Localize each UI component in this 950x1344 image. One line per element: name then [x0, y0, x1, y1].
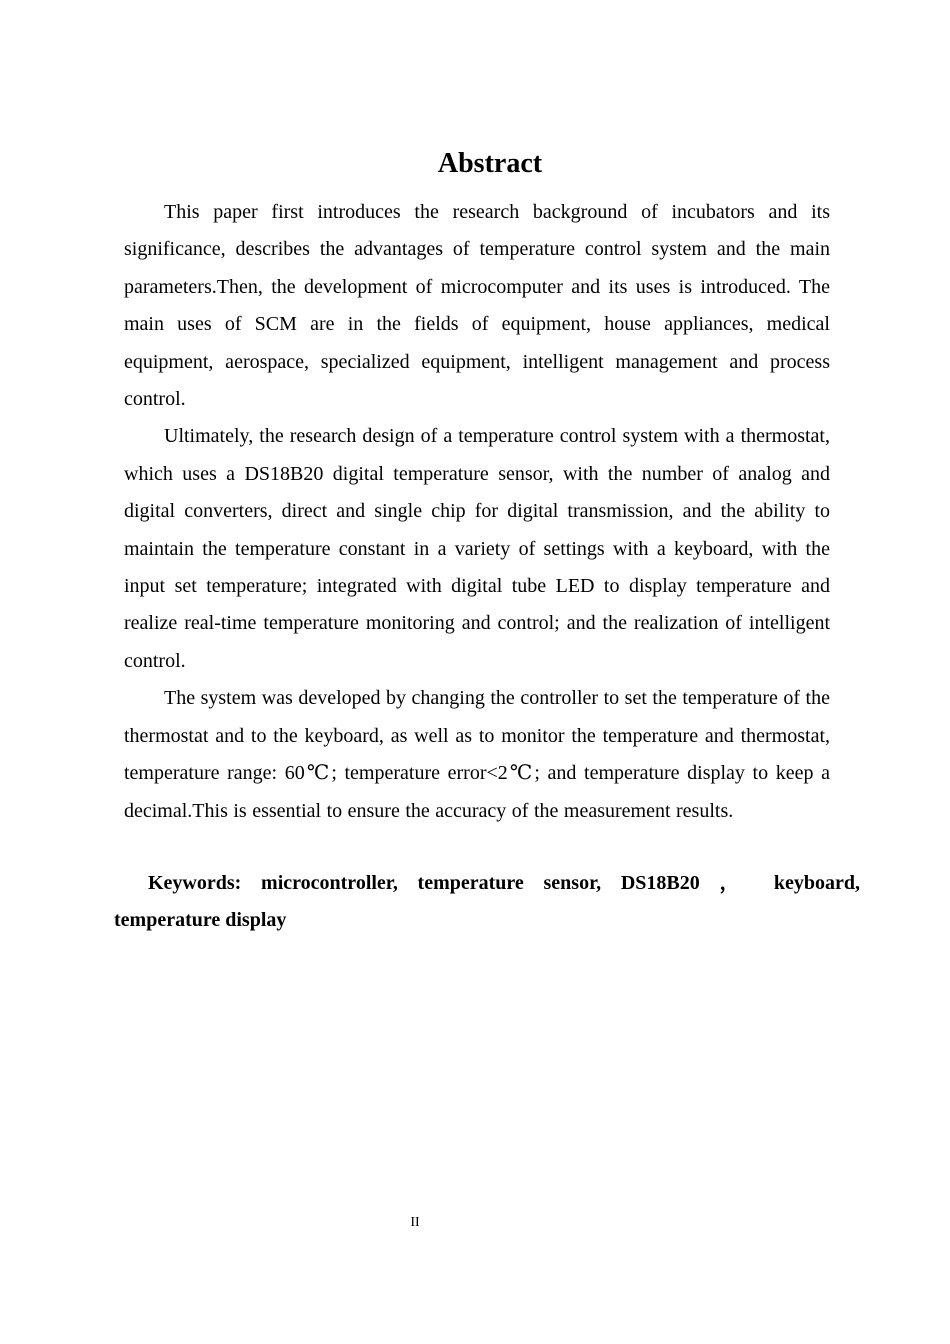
keywords-line: Keywords: microcontroller, temperature sensor, DS18B20 ， keyboard, temperature display [114, 871, 860, 932]
abstract-paragraph-3: The system was developed by changing the controller to set the temperature of the thermostat and to the keyboard, as well as to monitor the temperature and thermostat, temperature range: 60℃; temperature error<2℃; and temperature display to keep a decimal.This is essential to ensure the accuracy of the measurement results. [124, 687, 830, 822]
page-number: II [410, 1215, 420, 1230]
abstract-paragraph-1: This paper first introduces the research background of incubators and its significance, describes the advantages of temperature control system and the main parameters.Then, the development of microcomputer and its uses is introduced. The main uses of SCM are in the fields of equipment, house appliances, medical equipment, aerospace, specialized equipment, intelligent management and process control. [124, 201, 830, 411]
abstract-paragraph-2: Ultimately, the research design of a temperature control system with a thermostat, which uses a DS18B20 digital temperature sensor, with the number of analog and digital converters, direct and single chip for digital transmission, and the ability to maintain the temperature constant in a variety of settings with a keyboard, with the input set temperature; integrated with digital tube LED to display temperature and realize real-time temperature monitoring and control; and the realization of intelligent control. [124, 425, 830, 672]
abstract-body [114, 194, 860, 940]
page-title: Abstract [437, 148, 543, 179]
